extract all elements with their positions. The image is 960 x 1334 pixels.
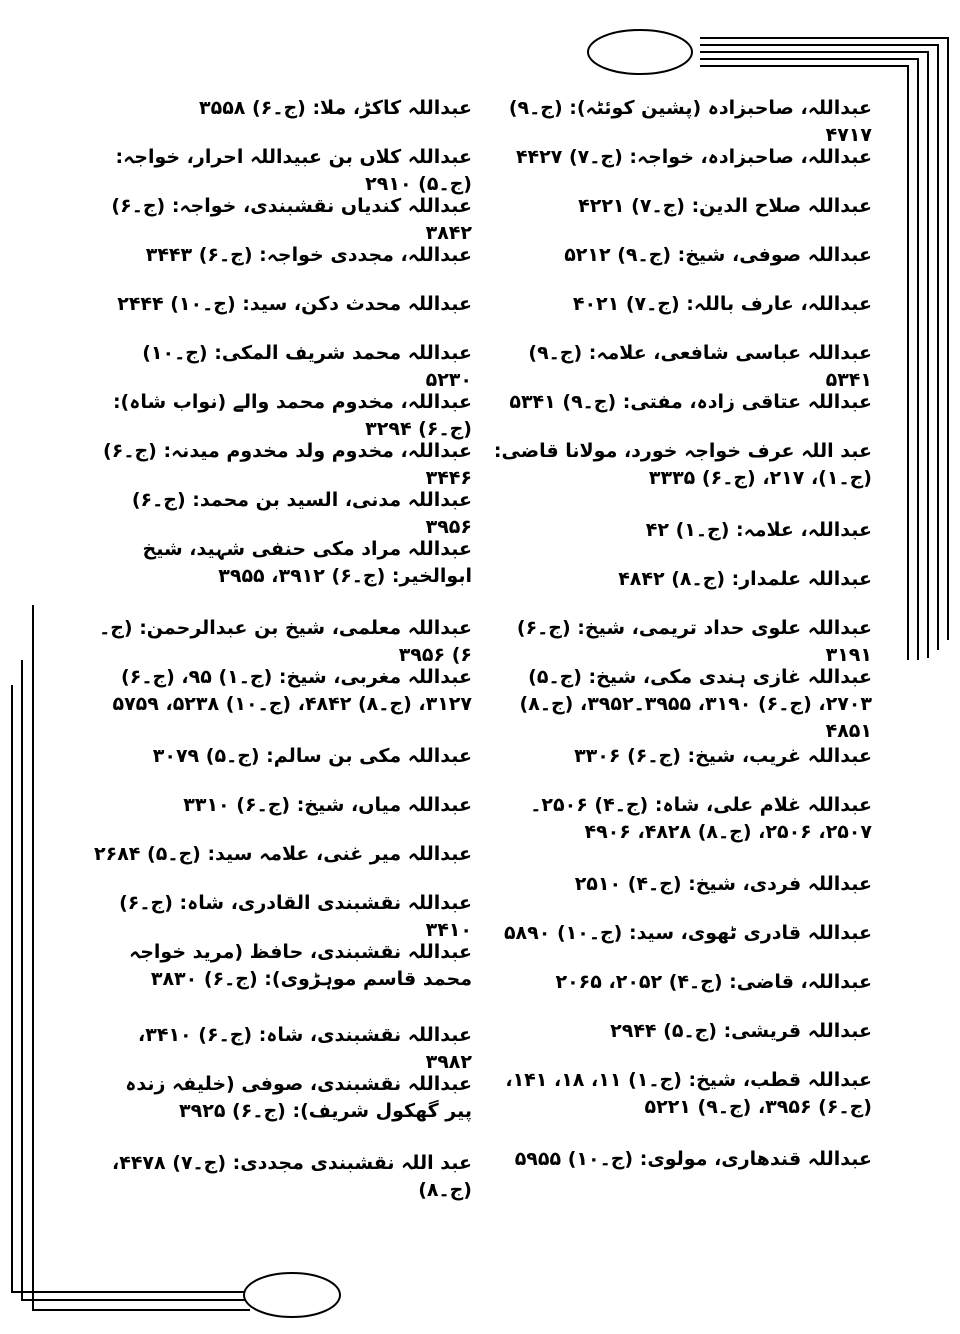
index-entry: عبداللہ، علامہ: (ج۔۱) ۴۲ <box>645 519 872 541</box>
index-entry: عبداللہ قادری ٹھوی، سید: (ج۔۱۰) ۵۸۹۰ <box>503 922 872 944</box>
index-entry: عبداللہ معلمی، شیخ بن عبدالرحمن: (ج۔۶) ۳۹۵۶ <box>99 617 472 666</box>
index-entry: عبداللہ میر غنی، علامہ سید: (ج۔۵) ۲۶۸۴ <box>94 843 472 865</box>
index-entry: عبداللہ غازی ہندی مکی، شیخ: (ج۔۵) ۲۷۰۳، (ج۔۶) ۳۱۹۰، ۳۹۵۵۔۳۹۵۲، (ج۔۸) ۴۸۵۱ <box>519 666 872 742</box>
index-entry: عبداللہ کندیاں نقشبندی، خواجہ: (ج۔۶) ۳۸۴۲ <box>111 195 472 244</box>
index-entry: عبداللہ عتاقی زادہ، مفتی: (ج۔۹) ۵۳۴۱ <box>509 391 872 413</box>
index-entry: عبداللہ میاں، شیخ: (ج۔۶) ۳۳۱۰ <box>183 794 472 816</box>
index-entry: عبداللہ، عارف باللہ: (ج۔۷) ۴۰۲۱ <box>572 293 872 315</box>
left-index-column <box>92 95 472 1199</box>
index-entry: عبداللہ صلاح الدین: (ج۔۷) ۴۲۲۱ <box>578 195 872 217</box>
index-entry: عبداللہ نقشبندی، شاہ: (ج۔۶) ۳۴۱۰، ۳۹۸۲ <box>138 1024 472 1073</box>
index-entry: عبداللہ غریب، شیخ: (ج۔۶) ۳۳۰۶ <box>574 745 872 767</box>
bottom-oval <box>244 1273 340 1317</box>
index-entry: عبداللہ کاکڑ، ملا: (ج۔۶) ۳۵۵۸ <box>199 97 472 119</box>
index-entry: عبداللہ مدنی، السید بن محمد: (ج۔۶) ۳۹۵۶ <box>131 489 472 538</box>
index-entry: عبداللہ نقشبندی القادری، شاہ: (ج۔۶) ۳۴۱۰ <box>119 892 472 941</box>
index-entry: عبداللہ فردی، شیخ: (ج۔۴) ۲۵۱۰ <box>574 873 872 895</box>
index-entry: عبداللہ مغربی، شیخ: (ج۔۱) ۹۵، (ج۔۶) ۳۱۲۷، (ج۔۸) ۴۸۴۲، (ج۔۱۰) ۵۲۳۸، ۵۷۵۹ <box>112 666 472 715</box>
index-entry: عبداللہ، قاضی: (ج۔۴) ۲۰۵۲، ۲۰۶۵ <box>555 971 872 993</box>
index-entry: عبد اللہ نقشبندی مجددی: (ج۔۷) ۴۴۷۸، (ج۔۸) <box>112 1152 472 1201</box>
index-entry: عبداللہ مکی بن سالم: (ج۔۵) ۳۰۷۹ <box>152 745 472 767</box>
index-entry: عبداللہ، مخدوم محمد والے (نواب شاہ): (ج۔۶) ۳۲۹۴ <box>112 391 472 440</box>
index-entry: عبداللہ عباسی شافعی، علامہ: (ج۔۹) ۵۳۴۱ <box>528 342 872 391</box>
top-oval <box>588 30 692 74</box>
index-entry: عبداللہ قریشی: (ج۔۵) ۲۹۴۴ <box>610 1020 872 1042</box>
right-index-column <box>482 95 872 1195</box>
index-entry: عبداللہ نقشبندی، حافظ (مرید خواجہ محمد قاسم موہڑوی): (ج۔۶) ۳۸۳۰ <box>129 941 472 990</box>
index-entry: عبداللہ مراد مکی حنفی شہید، شیخ ابوالخیر: (ج۔۶) ۳۹۱۲، ۳۹۵۵ <box>142 538 472 587</box>
index-entry: عبداللہ محدث دکن، سید: (ج۔۱۰) ۲۴۴۴ <box>117 293 472 315</box>
index-entry: عبداللہ، مجددی خواجہ: (ج۔۶) ۳۴۴۳ <box>145 244 472 266</box>
index-entry: عبداللہ، مخدوم ولد مخدوم میدنہ: (ج۔۶) ۳۴۴۶ <box>103 440 472 489</box>
index-entry: عبداللہ نقشبندی، صوفی (خلیفہ زندہ پیر گھکول شریف): (ج۔۶) ۳۹۲۵ <box>125 1073 472 1122</box>
index-entry: عبداللہ قطب، شیخ: (ج۔۱) ۱۱، ۱۸، ۱۴۱، (ج۔۶) ۳۹۵۶، (ج۔۹) ۵۲۲۱ <box>505 1069 872 1118</box>
index-entry: عبداللہ صوفی، شیخ: (ج۔۹) ۵۲۱۲ <box>564 244 872 266</box>
index-entry: عبداللہ غلام علی، شاہ: (ج۔۴) ۲۵۰۶۔۲۵۰۷، ۲۵۰۶، (ج۔۸) ۴۸۲۸، ۴۹۰۶ <box>530 794 872 843</box>
index-entry: عبد اللہ عرف خواجہ خورد، مولانا قاضی: (ج۔۱)، ۲۱۷، (ج۔۶) ۳۳۳۵ <box>493 440 872 489</box>
index-entry: عبداللہ، صاحبزادہ (پشین کوئٹہ): (ج۔۹) ۴۷۱۷ <box>508 97 872 146</box>
index-entry: عبداللہ، صاحبزادہ، خواجہ: (ج۔۷) ۴۴۲۷ <box>515 146 872 168</box>
index-entry: عبداللہ محمد شریف المکی: (ج۔۱۰) ۵۲۳۰ <box>142 342 472 391</box>
index-entry: عبداللہ علمدار: (ج۔۸) ۴۸۴۲ <box>618 568 872 590</box>
index-entry: عبداللہ قندھاری، مولوی: (ج۔۱۰) ۵۹۵۵ <box>514 1148 872 1170</box>
index-entry: عبداللہ علوی حداد تریمی، شیخ: (ج۔۶) ۳۱۹۱ <box>516 617 872 666</box>
index-entry: عبداللہ کلاں بن عبیداللہ احرار، خواجہ: (ج۔۵) ۲۹۱۰ <box>115 146 472 195</box>
